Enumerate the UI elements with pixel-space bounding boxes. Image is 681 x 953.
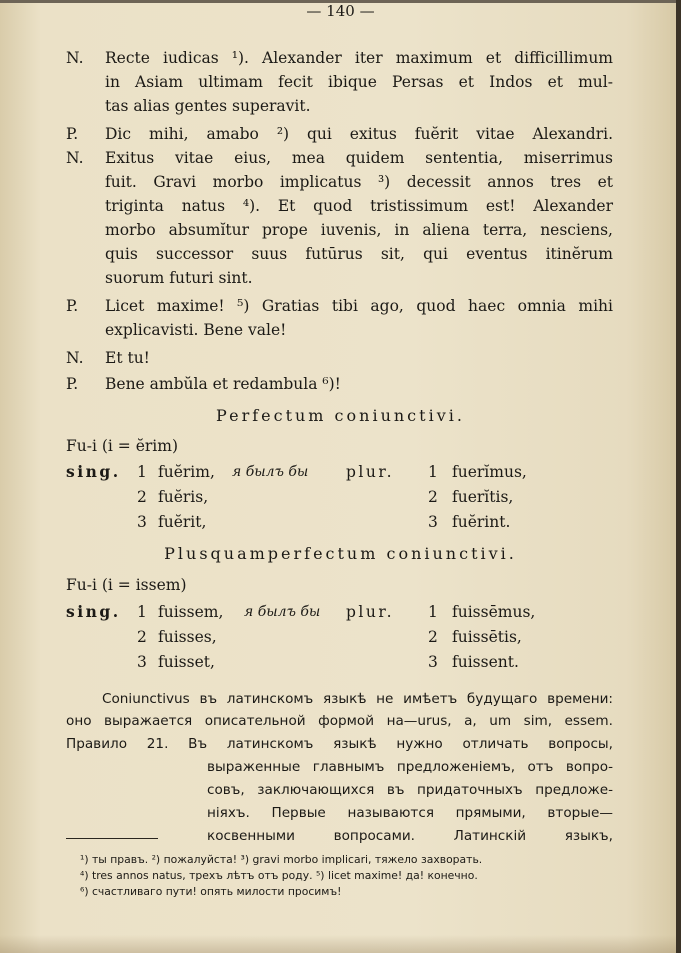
dialogue-text: explicavisti. Bene vale! (105, 321, 287, 339)
dialogue-text: in Asiam ultimam fecit ibique Persas et Indos et mul- (105, 73, 613, 91)
person-number: 2 (428, 488, 438, 506)
stem-formula: Fu-i (i = issem) (66, 576, 187, 594)
person-number: 1 (428, 603, 438, 621)
speaker-label: N. (66, 49, 84, 67)
footnote-line: ¹) ты правъ. ²) пожалуйста! ³) gravi morbo implicari, тяжело захворать. (80, 853, 483, 866)
verb-form: fuerĭtis, (452, 488, 514, 506)
verb-form: fuissētis, (452, 628, 522, 646)
section-heading-perfectum: Perfectum coniunctivi. (216, 406, 465, 425)
person-number: 3 (428, 513, 438, 531)
verb-form: fuĕrit, (158, 513, 207, 531)
person-number: 2 (137, 488, 147, 506)
person-number: 1 (137, 463, 147, 481)
verb-form: fuissent. (452, 653, 519, 671)
plur-label: plur. (346, 603, 394, 621)
verb-form: fuĕris, (158, 488, 209, 506)
speaker-label: P. (66, 375, 79, 393)
rule-line: Правило 21. Въ латинскомъ языкѣ нужно отличать вопросы, (66, 736, 613, 752)
russian-gloss: я былъ бы (232, 464, 309, 480)
person-number: 2 (137, 628, 147, 646)
dialogue-text: tas alias gentes superavit. (105, 97, 311, 115)
page-number: — 140 — (306, 2, 375, 20)
person-number: 2 (428, 628, 438, 646)
footnote-rule (66, 838, 158, 839)
dialogue-text: suorum futuri sint. (105, 269, 253, 287)
dialogue-text: triginta natus ⁴). Et quod tristissimum est! Alexander (105, 197, 613, 215)
page-edge (676, 0, 681, 953)
page-shadow (0, 935, 681, 953)
dialogue-text: Licet maxime! ⁵) Gratias tibi ago, quod haec omnia mihi (105, 297, 613, 315)
verb-form: fuissem, (158, 603, 224, 621)
russian-gloss: я былъ бы (244, 604, 321, 620)
plur-label: plur. (346, 463, 394, 481)
speaker-label: N. (66, 349, 84, 367)
dialogue-text: Dic mihi, amabo ²) qui exitus fuĕrit vitae Alexandri. (105, 125, 613, 143)
speaker-label: N. (66, 149, 84, 167)
speaker-label: P. (66, 297, 79, 315)
dialogue-text: quis successor suus futūrus sit, qui eventus itinĕrum (105, 245, 613, 263)
person-number: 3 (428, 653, 438, 671)
dialogue-text: Recte iudicas ¹). Alexander iter maximum et difficillimum (105, 49, 613, 67)
paragraph-line: Coniunctivus въ латинскомъ языкѣ не имѣетъ будущаго времени: (102, 691, 613, 707)
verb-form: fuissēmus, (452, 603, 536, 621)
person-number: 1 (137, 603, 147, 621)
person-number: 3 (137, 653, 147, 671)
paragraph-line: оно выражается описательной формой на—urus, a, um sim, essem. (66, 713, 613, 729)
footnote-line: ⁶) счастливаго пути! опять милости просимъ! (80, 885, 342, 898)
footnote-line: ⁴) tres annos natus, трехъ лѣтъ отъ роду. ⁵) licet maxime! да! конечно. (80, 869, 478, 882)
dialogue-text: fuit. Gravi morbo implicatus ³) decessit annos tres et (105, 173, 613, 191)
sing-label: sing. (66, 602, 121, 621)
speaker-label: P. (66, 125, 79, 143)
person-number: 3 (137, 513, 147, 531)
verb-form: fuisses, (158, 628, 217, 646)
paragraph-line: косвенными вопросами. Латинскій языкъ, (207, 828, 613, 844)
stem-formula: Fu-i (i = ĕrim) (66, 437, 178, 455)
dialogue-text: Et tu! (105, 349, 150, 367)
verb-form: fuĕrint. (452, 513, 511, 531)
paragraph-line: совъ, заключающихся въ придаточныхъ предложе- (207, 782, 613, 798)
paragraph-line: ніяхъ. Первые называются прямыми, вторые— (207, 805, 613, 821)
verb-form: fuisset, (158, 653, 215, 671)
dialogue-text: Exitus vitae eius, mea quidem sententia, miserrimus (105, 149, 613, 167)
verb-form: fuĕrim, (158, 463, 215, 481)
verb-form: fuerĭmus, (452, 463, 527, 481)
person-number: 1 (428, 463, 438, 481)
section-heading-plusquamperfectum: Plusquamperfectum coniunctivi. (164, 544, 517, 563)
sing-label: sing. (66, 462, 121, 481)
paragraph-line: выраженные главнымъ предложеніемъ, отъ вопро- (207, 759, 613, 775)
dialogue-text: morbo absumĭtur prope iuvenis, in aliena terra, nesciens, (105, 221, 613, 239)
dialogue-text: Bene ambŭla et redambula ⁶)! (105, 375, 341, 393)
